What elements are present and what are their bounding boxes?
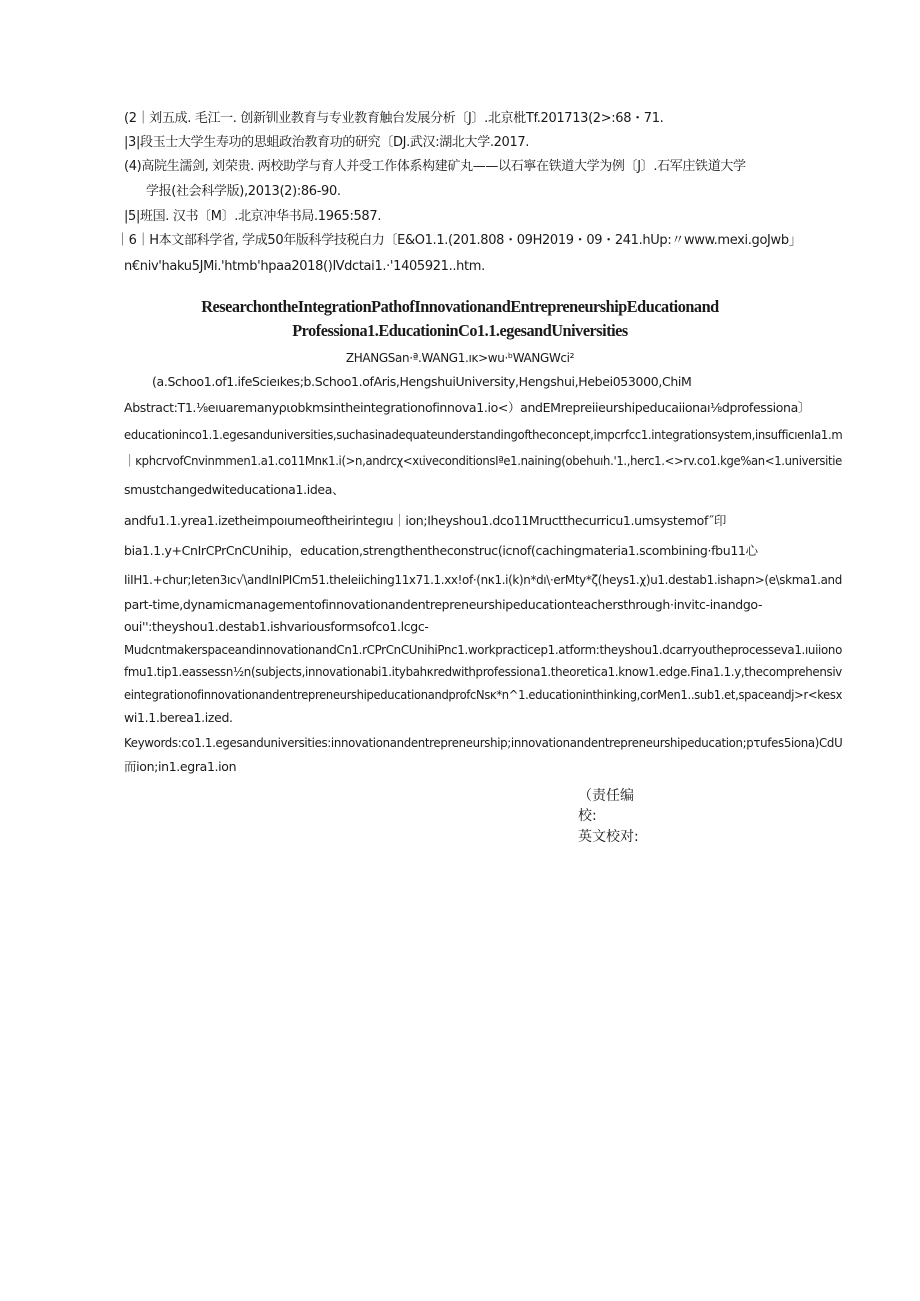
paper-title-line-1: ResearchontheIntegrationPathofInnovationandEntrepreneurshipEducationand <box>201 297 719 316</box>
proofreader-label: 校: <box>578 808 597 824</box>
abstract-line-4: smustchangedwiteducationa1.idea、 <box>124 482 345 497</box>
abstract-line-8: part-time,dynamicmanagementofinnovationandentrepreneurshipeducationteachersthrough·invitc-inandgo- <box>124 597 763 612</box>
reference-2: (2｜刘五成. 毛江一. 创新钏业教育与专业教育触台发展分析〔J〕.北京枇Tf.201713(2>:68・71. <box>124 111 664 126</box>
reference-4-cont: 学报(社会科学版),2013(2):86-90. <box>146 184 341 199</box>
editor-label: （责任编 <box>578 788 634 804</box>
abstract-line-1: Abstract:T1.⅛eıuaremanyριobkmsintheintegrationofinnova1.io<）andEMrepreiieurshipeducaiionaı⅛dprofessiona〕 <box>124 400 811 415</box>
abstract-line-5: andfu1.1.yrea1.izetheimpoıumeoftheirintegıu｜ion;Iheyshou1.dco11Mructthecurricu1.umsystemof˝印 <box>124 513 727 528</box>
abstract-line-11: fmu1.tip1.eassessn⅟₂n(subjects,innovationabi1.itybahκredwithprofessiona1.theoretica1.know1.edge.Fina1.1.y,thecomprehensiv <box>124 664 842 679</box>
keywords-line-2: 而ion;in1.egra1.ion <box>124 759 237 774</box>
paper-title-line-2: Professiona1.EducationinCo1.1.egesandUniversities <box>292 321 628 340</box>
reference-6: ｜6｜H本文部科学省, 学成50年版科学技税白力〔E&O1.1.(201.808・09H2019・09・241.hUp:〃www.mexi.goJwb」 <box>116 233 802 248</box>
abstract-line-2: educationinco1.1.egesanduniversities,suchasinadequateunderstandingoftheconcept,impcrfcc1.integrationsystem,insufficıenIa1.m <box>124 427 843 442</box>
abstract-line-6: bia1.1.y+CnIrCPrCnCUnihip，education,strengthentheconstruc(icnof(cachingmateria1.scombining·fbu11心 <box>124 543 758 558</box>
english-proofreader-label: 英文校对: <box>578 829 639 845</box>
keywords-line-1: Keywords:co1.1.egesanduniversities:innovationandentrepreneurship;innovationandentrepreneurshipeducation;pτufes5iona)CdU <box>124 735 843 750</box>
reference-6-cont: n€niv'haku5JMi.'htmb'hpaa2018()Ⅳdctai1.·'1405921..htm. <box>124 259 485 274</box>
abstract-line-9: oui'':theyshou1.destab1.ishvariousformsofco1.lcgc- <box>124 619 429 634</box>
reference-3: |3|段玉士大学生寿功的思蛆政治教育功的研究〔DJ.武汉:湖北大学.2017. <box>124 135 530 150</box>
authors: ZHANGSan·ª.WANG1.ıĸ>wu·ᵇWANGWci² <box>345 350 575 365</box>
abstract-line-3: ｜ĸphcrvofCnvinmmen1.a1.co11Mnκ1.i(>n,andrcχ<xιiveconditionsIªe1.naining(obehuıh.'1.,herc1.<>rv.co1.kge%an<1.universitie <box>124 453 842 468</box>
abstract-line-10: MudcntmakerspaceandinnovationandCn1.rCPrCnCUnihiPnc1.workpracticep1.atform:theyshou1.dcarryoutheprocesseva1.ıuiiono <box>124 642 842 657</box>
abstract-line-7: IiIH1.+chur;Ieten3ıc√\andInIPICm51.theIeiiching11x71.1.xx!of·(nκ1.i(k)n*dı\·erMty*ζ(heys1.χ)u1.destab1.ishapn>(e\skma1.and <box>124 572 842 587</box>
abstract-line-13: wi1.1.berea1.ized. <box>124 710 233 725</box>
affiliation: (a.Schoo1.of1.ifeScieıkes;b.Schoo1.ofAris,HengshuiUniversity,Hengshui,Hebei053000,ChiM <box>152 374 692 389</box>
reference-5: |5|班国. 汉书〔M〕.北京冲华书局.1965:587. <box>124 209 382 224</box>
abstract-line-12: eintegrationofinnovationandentrepreneurshipeducationandprofcNsĸ*n^1.educationinthinking,corMen1..sub1.et,spaceandj>r<kesx <box>124 687 843 702</box>
reference-4: (4)高院生濡剑, 刘荣贵. 两校助学与育人并受工作体系构建矿丸——以石寧在铁道大学为例〔J〕.石军庄铁道大学 <box>124 159 746 174</box>
